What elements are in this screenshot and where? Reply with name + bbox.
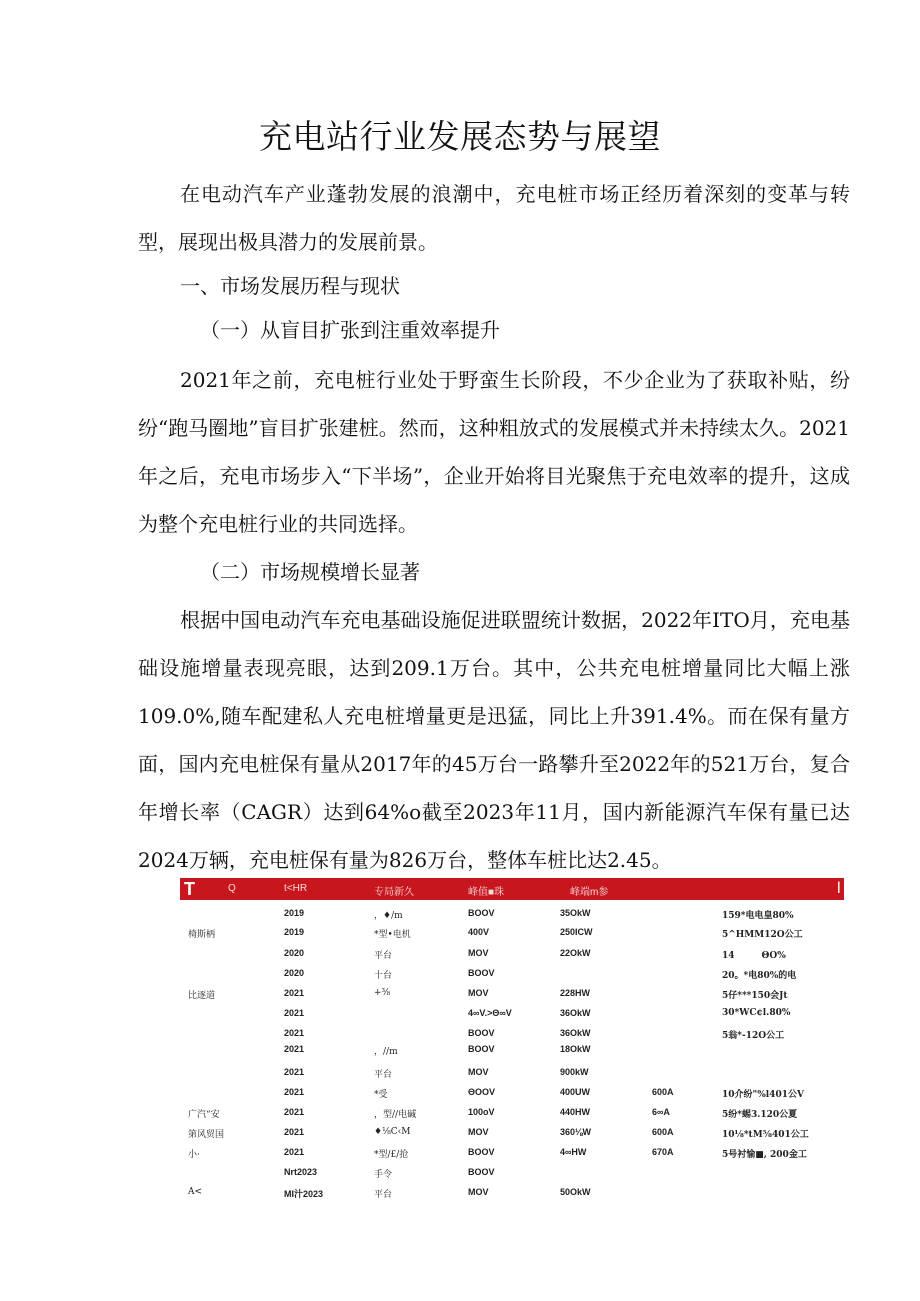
table-cell: 5纷*蜴3.120公夏	[722, 1110, 798, 1120]
table-cell: 2021	[284, 1107, 305, 1117]
table-cell: *型/£/抢	[374, 1150, 409, 1160]
table-row	[180, 1103, 844, 1123]
table-header-cell: 峰值■珠	[468, 887, 505, 898]
table-cell: 2019	[284, 927, 305, 937]
table-cell: 400V	[468, 927, 490, 937]
table-cell: 14 ΘO%	[722, 951, 786, 961]
table-cell: 50OkW	[560, 1187, 591, 1197]
table-cell: 35OkW	[560, 908, 591, 918]
table-cell: MOV	[468, 1187, 489, 1197]
table-cell: 228HW	[560, 988, 591, 998]
table-cell: 30*WC¢l.80%	[722, 1008, 791, 1018]
table-cell: 2021	[284, 988, 305, 998]
table-cell: BOOV	[468, 968, 495, 978]
table-cell: 2019	[284, 908, 305, 918]
table-cell: 100oV	[468, 1107, 495, 1117]
table-cell: BOOV	[468, 1147, 495, 1157]
table-header-cell: Q	[228, 883, 236, 894]
table-cell: 平台	[374, 951, 393, 961]
table-cell: 20。*电80%的电	[722, 971, 797, 981]
table-header-cell: 专局新久	[374, 887, 414, 898]
subsection-1-paragraph: 2021年之前，充电桩行业处于野蛮生长阶段，不少企业为了获取补贴，纷纷“跑马圈地”盲目扩张建桩。然而，这种粗放式的发展模式并未持续太久。2021年之后，充电市场步入“下半场”，企业开始将目光聚焦于充电效率的提升，这成为整个充电桩行业的共同选择。	[138, 368, 850, 536]
table-cell: 2021	[284, 1067, 305, 1077]
table-header	[180, 878, 844, 900]
table-cell: 670A	[652, 1147, 674, 1157]
table-cell: 平台	[374, 1190, 393, 1200]
table-header-cell: t<HR	[284, 883, 308, 894]
table-cell: 2020	[284, 948, 305, 958]
table-header-cell: 峰端m参	[570, 887, 609, 898]
table-row	[180, 904, 844, 924]
table-row	[180, 1004, 844, 1024]
table-cell: 10介纷"%l401公V	[722, 1090, 804, 1100]
table-cell: MOV	[468, 948, 489, 958]
table-cell: 小·	[188, 1150, 200, 1160]
table-cell: 2021	[284, 1044, 305, 1054]
table-row	[180, 1123, 844, 1143]
table-cell: 平台	[374, 1070, 393, 1080]
table-row	[180, 1143, 844, 1163]
table-cell: 6∞A	[652, 1107, 670, 1117]
table-cell: 2021	[284, 1008, 305, 1018]
table-header-cell: T	[184, 879, 195, 899]
table-row	[180, 923, 844, 943]
table-cell: *受	[374, 1090, 388, 1100]
table-cell: BOOV	[468, 1028, 495, 1038]
table-cell: 5翁*-12O公工	[722, 1031, 785, 1041]
table-cell: 2021	[284, 1147, 305, 1157]
subsection-heading-1: （一）从盲目扩张到注重效率提升	[200, 318, 500, 342]
table-cell: 400UW	[560, 1087, 591, 1097]
table-cell: 36OkW	[560, 1028, 591, 1038]
table-cell: *型•电机	[374, 930, 411, 940]
table-cell: MOV	[468, 1127, 489, 1137]
table-cell: 36OkW	[560, 1008, 591, 1018]
table-cell: MOV	[468, 1067, 489, 1077]
table-cell: 22OkW	[560, 948, 591, 958]
table-cell: MOV	[468, 988, 489, 998]
table-cell: A<	[188, 1187, 203, 1197]
table-row	[180, 1063, 844, 1083]
table-cell: 5^HMM12O公工	[722, 930, 803, 940]
table-cell: 椅斯柄	[188, 930, 216, 940]
table-row	[180, 1163, 844, 1183]
table-cell: 5号衬愉■, 200金工	[722, 1150, 807, 1160]
table-row	[180, 1183, 844, 1203]
table-cell: 5仔***150会Jt	[722, 991, 788, 1001]
table-row	[180, 984, 844, 1004]
table-cell: BOOV	[468, 908, 495, 918]
table-cell: BOOV	[468, 1044, 495, 1054]
table-cell: 440HW	[560, 1107, 591, 1117]
table-cell: +⅜	[374, 988, 391, 998]
table-cell: MI汁2023	[284, 1189, 324, 1199]
intro-paragraph: 在电动汽车产业蓬勃发展的浪潮中，充电桩市场正经历着深刻的变革与转型，展现出极具潜力的发展前景。	[138, 182, 850, 254]
table-cell: 比逐道	[188, 991, 216, 1001]
table-row	[180, 1083, 844, 1103]
table-cell: 159*电电皇80%	[722, 911, 794, 921]
table-header-cell: l	[837, 880, 841, 897]
table-cell: 900kW	[560, 1067, 589, 1077]
table-cell: 4∞V.>Θ∞V	[468, 1008, 512, 1018]
table-cell: 10⅛*tM⅝401公工	[722, 1130, 809, 1140]
table-cell: 第风贸国	[188, 1130, 225, 1140]
table-cell: 250ICW	[560, 927, 593, 937]
table-cell: 600A	[652, 1087, 674, 1097]
table-cell: 十台	[374, 971, 393, 981]
table-cell: ♦⅛C‹M	[374, 1127, 411, 1137]
table-cell: ΘOOV	[468, 1087, 496, 1097]
table-cell: ，♦/m	[374, 911, 403, 921]
table-row	[180, 944, 844, 964]
table-cell: 2021	[284, 1028, 305, 1038]
table-cell: 2021	[284, 1087, 305, 1097]
page-title: 充电站行业发展态势与展望	[259, 117, 661, 156]
table-cell: ，//m	[374, 1047, 398, 1057]
table-cell: 600A	[652, 1127, 674, 1137]
table-cell: 2020	[284, 968, 305, 978]
table-cell: 360⅛W	[560, 1127, 592, 1137]
subsection-heading-2: （二）市场规模增长显著	[200, 560, 420, 584]
section-heading: 一、市场发展历程与现状	[180, 274, 400, 298]
table-cell: BOOV	[468, 1167, 495, 1177]
table-row	[180, 964, 844, 984]
table-cell: 4∞HW	[560, 1147, 587, 1157]
table-cell: 2021	[284, 1127, 305, 1137]
table-cell: 18OkW	[560, 1044, 591, 1054]
table-cell: 广汽“安	[188, 1110, 220, 1120]
table-cell: 手令	[374, 1170, 393, 1180]
subsection-2-paragraph: 根据中国电动汽车充电基础设施促进联盟统计数据，2022年ITO月，充电基础设施增量表现亮眼，达到209.1万台。其中，公共充电桩增量同比大幅上涨109.0%,随车配建私人充电桩增量更是迅猛，同比上升391.4%。而在保有量方面，国内充电桩保有量从2017年的45万台一路攀升至2022年的521万台，复合年增长率（CAGR）达到64%o截至2023年11月，国内新能源汽车保有量已达2024万辆，充电桩保有量为826万台，整体车桩比达2.45。	[138, 608, 850, 872]
table-cell: Nrt2023	[284, 1167, 318, 1177]
table-cell: ，型//电碱	[374, 1110, 417, 1120]
table-row	[180, 1040, 844, 1060]
